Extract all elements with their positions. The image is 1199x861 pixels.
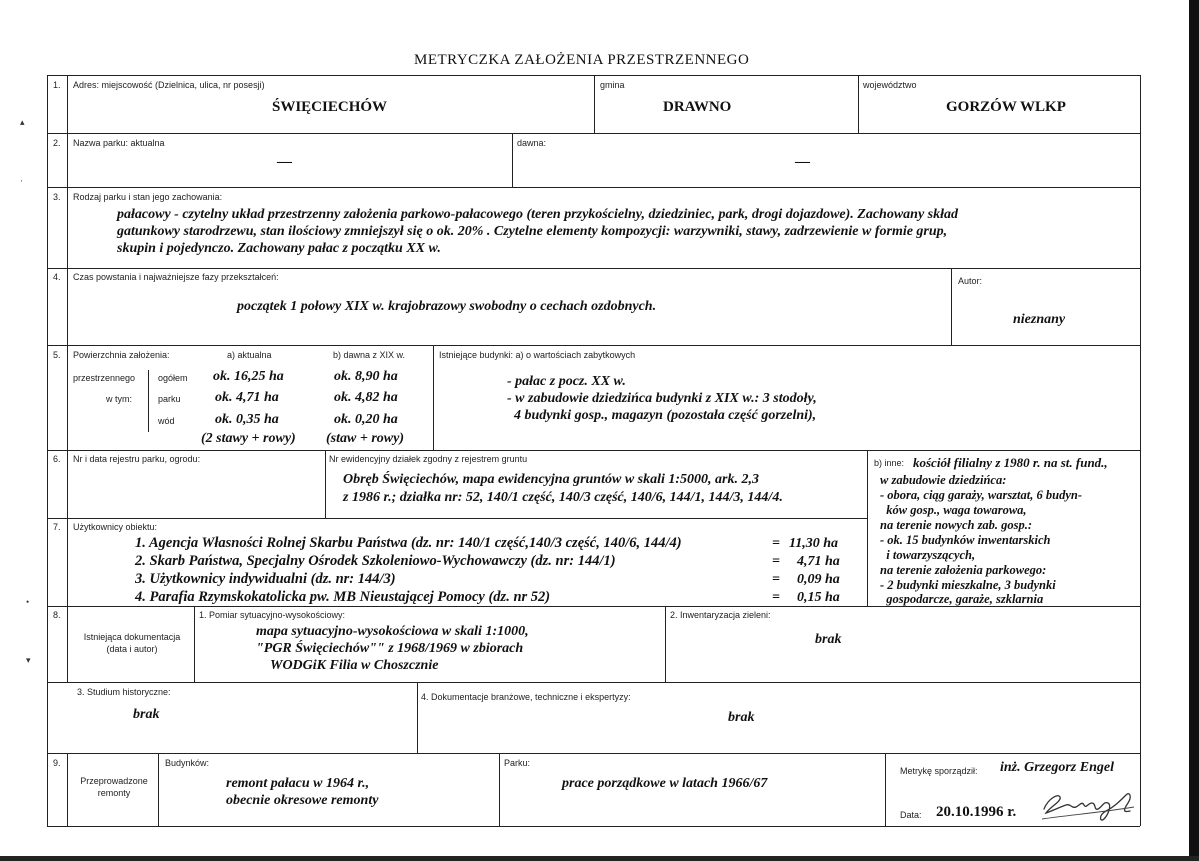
park-type-line: pałacowy - czytelny układ przestrzenny założenia parkowo-pałacowego (teren przykościelny, dziedziniec, park, drogi dojazdowe). Zachowany skład: [117, 207, 959, 222]
scan-speck: ·: [20, 176, 23, 186]
area-label: Powierzchnia założenia:: [73, 350, 170, 360]
gmina-value: DRAWNO: [663, 99, 732, 115]
prepared-by-label: Metrykę sporządził:: [900, 766, 978, 776]
user-area: 4,71 ha: [797, 554, 840, 569]
page-title: METRYCZKA ZAŁOŻENIA PRZESTRZENNEGO: [414, 52, 750, 68]
other-buildings-line: na terenie założenia parkowego:: [880, 563, 1047, 577]
author-label: Autor:: [958, 276, 983, 286]
date-value: 20.10.1996 r.: [936, 804, 1017, 820]
park-name-current-value: —: [277, 154, 292, 170]
other-buildings-line: - obora, ciąg garaży, warsztat, 6 budyn-: [880, 488, 1082, 502]
other-buildings-first: kościół filialny z 1980 r. na st. fund.,: [913, 455, 1108, 470]
park-type-line: skupin i pojedynczo. Zachowany pałac z początku XX w.: [117, 241, 441, 256]
date-label: Data:: [900, 810, 922, 820]
scan-edge: [1189, 0, 1199, 861]
other-buildings-line: na terenie nowych zab. gosp.:: [880, 518, 1033, 532]
section-number: 8.: [53, 610, 61, 620]
sector-docs-value: brak: [728, 710, 755, 725]
section-number: 7.: [53, 522, 61, 532]
user-eq: =: [772, 554, 780, 569]
parcel-line: z 1986 r.; działka nr: 52, 140/1 część, 140/3 część, 140/6, 144/1, 144/3, 144/4.: [343, 490, 783, 505]
area-current-water-note: (2 stawy + rowy): [201, 431, 296, 446]
survey-line: WODGiK Filia w Choszcznie: [270, 658, 439, 673]
user-area: 0,15 ha: [797, 590, 840, 605]
address-label: Adres: miejscowość (Dzielnica, ulica, nr posesji): [73, 80, 265, 90]
buildings-renov-label: Budynków:: [165, 758, 210, 768]
history-label: 3. Studium historyczne:: [77, 687, 171, 697]
inventory-label: 2. Inwentaryzacja zieleni:: [670, 610, 771, 620]
user-eq: =: [772, 590, 780, 605]
scan-edge: [0, 856, 1199, 861]
user-area: 0,09 ha: [797, 572, 840, 587]
area-row-label: przestrzennego: [73, 373, 136, 383]
area-row-label: wód: [158, 416, 175, 426]
renovations-label: remonty: [97, 788, 131, 798]
buildings-label: Istniejące budynki: a) o wartościach zabytkowych: [439, 350, 636, 360]
area-current-total: ok. 16,25 ha: [213, 369, 284, 384]
area-former-park: ok. 4,82 ha: [334, 390, 398, 405]
users-label: Użytkownicy obiektu:: [73, 522, 158, 532]
history-value: brak: [133, 707, 160, 722]
user-name: 1. Agencja Własności Rolnej Skarbu Państwa (dz. nr: 140/1 część,140/3 część, 140/6, 144/4): [135, 535, 682, 551]
buildings-line: - pałac z pocz. XX w.: [507, 374, 626, 389]
documentation-label: (data i autor): [106, 644, 158, 654]
other-buildings-line: - 2 budynki mieszkalne, 3 budynki: [880, 578, 1056, 592]
register-label: Nr i data rejestru parku, ogrodu:: [73, 454, 201, 464]
buildings-renov-line: obecnie okresowe remonty: [226, 793, 379, 808]
park-renov-label: Parku:: [504, 758, 531, 768]
park-name-former-label: dawna:: [517, 138, 547, 148]
other-buildings-line: w zabudowie dziedzińca:: [880, 473, 1007, 487]
survey-line: "PGR Święciechów"" z 1968/1969 w zbiorach: [256, 641, 524, 656]
area-former-water-note: (staw + rowy): [326, 431, 404, 446]
section-number: 5.: [53, 350, 61, 360]
area-current-park: ok. 4,71 ha: [215, 390, 279, 405]
park-renov-value: prace porządkowe w latach 1966/67: [562, 776, 768, 791]
park-type-line: gatunkowy starodrzewu, stan ilościowy zmniejszył się o ok. 20% . Czytelne elementy kompozycji: warzywniki, stawy, zadrzewienie w formie grup,: [117, 224, 948, 239]
user-area: 11,30 ha: [789, 536, 839, 551]
other-buildings-label: b) inne:: [874, 458, 905, 468]
other-buildings-line: ków gosp., waga towarowa,: [880, 503, 1027, 517]
user-eq: =: [772, 572, 780, 587]
parcel-label: Nr ewidencyjny działek zgodny z rejestrem gruntu: [329, 454, 528, 464]
scan-speck: ▴: [20, 117, 25, 127]
park-name-current-label: Nazwa parku: aktualna: [73, 138, 165, 148]
buildings-renov-line: remont pałacu w 1964 r.,: [226, 776, 370, 791]
voivodeship-value: GORZÓW WLKP: [946, 99, 1066, 115]
park-type-label: Rodzaj parku i stan jego zachowania:: [73, 192, 223, 202]
area-col-current: a) aktualna: [227, 350, 272, 360]
other-buildings-line: gospodarcze, garaże, szklarnia: [880, 592, 1044, 606]
prepared-by-value: inż. Grzegorz Engel: [1000, 760, 1114, 775]
user-name: 3. Użytkownicy indywidualni (dz. nr: 144/3): [135, 571, 396, 587]
origin-value: początek 1 połowy XIX w. krajobrazowy swobodny o cechach ozdobnych.: [237, 299, 657, 314]
gmina-label: gmina: [600, 80, 625, 90]
renovations-label: Przeprowadzone: [80, 776, 148, 786]
area-former-water: ok. 0,20 ha: [334, 412, 398, 427]
area-current-water: ok. 0,35 ha: [215, 412, 279, 427]
section-number: 1.: [53, 80, 61, 90]
survey-line: mapa sytuacyjno-wysokościowa w skali 1:1000,: [256, 624, 529, 639]
scan-speck: •: [26, 597, 30, 607]
area-former-total: ok. 8,90 ha: [334, 369, 398, 384]
park-name-former-value: —: [795, 154, 810, 170]
section-number: 3.: [53, 192, 61, 202]
sector-docs-label: 4. Dokumentacje branżowe, techniczne i ekspertyzy:: [421, 692, 631, 702]
signature: [1038, 783, 1138, 825]
parcel-line: Obręb Święciechów, mapa ewidencyjna gruntów w skali 1:5000, ark. 2,3: [343, 472, 759, 487]
user-name: 4. Parafia Rzymskokatolicka pw. MB Nieustającej Pomocy (dz. nr 52): [135, 589, 551, 605]
user-name: 2. Skarb Państwa, Specjalny Ośrodek Szkoleniowo-Wychowawczy (dz. nr: 144/1): [135, 553, 616, 569]
author-value: nieznany: [1013, 312, 1066, 327]
buildings-line: 4 budynki gosp., magazyn (pozostała część gorzelni),: [507, 408, 817, 423]
section-number: 4.: [53, 272, 61, 282]
origin-label: Czas powstania i najważniejsze fazy przekształceń:: [73, 272, 279, 282]
section-number: 2.: [53, 138, 61, 148]
other-buildings-line: - ok. 15 budynków inwentarskich: [880, 533, 1051, 547]
area-row-label: parku: [158, 394, 181, 404]
address-value: ŚWIĘCIECHÓW: [272, 99, 388, 115]
section-number: 9.: [53, 758, 61, 768]
documentation-label: Istniejąca dokumentacja: [83, 632, 181, 642]
voivodeship-label: województwo: [863, 80, 917, 90]
scan-speck: ▾: [26, 655, 31, 665]
inventory-value: brak: [815, 632, 842, 647]
survey-label: 1. Pomiar sytuacyjno-wysokościowy:: [199, 610, 346, 620]
area-col-former: b) dawna z XIX w.: [333, 350, 406, 360]
area-row-label: w tym:: [106, 394, 132, 404]
section-number: 6.: [53, 454, 61, 464]
user-eq: =: [772, 536, 780, 551]
other-buildings-line: i towarzyszących,: [880, 548, 976, 562]
area-row-label: ogółem: [158, 373, 188, 383]
buildings-line: - w zabudowie dziedzińca budynki z XIX w.: 3 stodoły,: [507, 391, 817, 406]
